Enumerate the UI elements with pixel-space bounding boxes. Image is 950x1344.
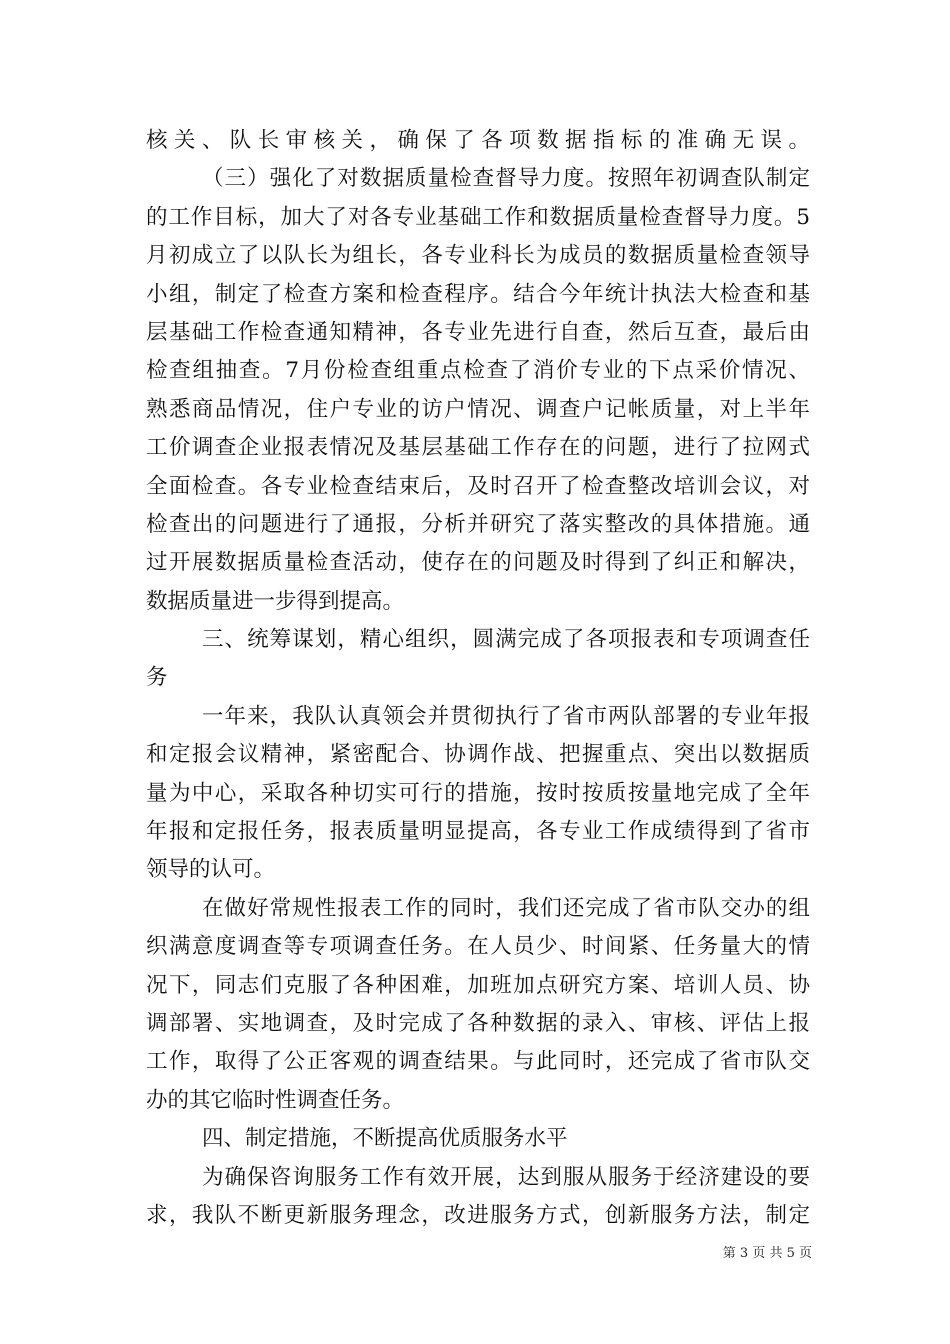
section-heading: 四、制定措施，不断提高优质服务水平 [202,1126,568,1152]
text-line: 工作，取得了公正客观的调查结果。与此同时，还完成了省市队交 [146,1049,810,1075]
text-line: 的工作目标，加大了对各专业基础工作和数据质量检查督导力度。5 [146,204,810,230]
text-line: 为确保咨询服务工作有效开展，达到服从服务于经济建设的要 [202,1164,810,1190]
text-line: 数据质量进一步得到提高。 [146,588,405,614]
text-line: （三）强化了对数据质量检查督导力度。按照年初调查队制定 [202,166,810,192]
page-number: 第 3 页 共 5 页 [722,1246,812,1261]
text-line: 和定报会议精神，紧密配合、协调作战、把握重点、突出以数据质 [146,742,810,768]
text-line: 求，我队不断更新服务理念，改进服务方式，创新服务方法，制定 [146,1202,810,1228]
text-line: 检查组抽查。7月份检查组重点检查了消价专业的下点采价情况、 [146,358,810,384]
section-heading: 务 [146,665,168,691]
text-line: 一年来，我队认真领会并贯彻执行了省市两队部署的专业年报 [202,703,810,729]
text-line: 年报和定报任务，报表质量明显提高，各专业工作成绩得到了省市 [146,819,810,845]
text-line: 况下，同志们克服了各种困难，加班加点研究方案、培训人员、协 [146,972,810,998]
text-line: 检查出的问题进行了通报，分析并研究了落实整改的具体措施。通 [146,511,810,537]
text-line: 层基础工作检查通知精神，各专业先进行自查，然后互查，最后由 [146,319,810,345]
text-line: 全面检查。各专业检查结束后，及时召开了检查整改培训会议，对 [146,473,810,499]
text-line: 领导的认可。 [146,857,276,883]
text-line: 小组，制定了检查方案和检查程序。结合今年统计执法大检查和基 [146,281,810,307]
text-line: 在做好常规性报表工作的同时，我们还完成了省市队交办的组 [202,895,810,921]
document-body [146,122,810,1235]
text-line: 过开展数据质量检查活动，使存在的问题及时得到了纠正和解决， [146,550,810,576]
section-heading: 三、统筹谋划，精心组织，圆满完成了各项报表和专项调查任 [202,627,810,653]
text-line: 织满意度调查等专项调查任务。在人员少、时间紧、任务量大的情 [146,934,810,960]
text-line: 月初成立了以队长为组长，各专业科长为成员的数据质量检查领导 [146,243,810,269]
text-line: 办的其它临时性调查任务。 [146,1087,405,1113]
text-line: 工价调查企业报表情况及基层基础工作存在的问题，进行了拉网式 [146,435,810,461]
text-line: 熟悉商品情况，住户专业的访户情况、调查户记帐质量，对上半年 [146,396,810,422]
text-line: 量为中心，采取各种切实可行的措施，按时按质按量地完成了全年 [146,780,810,806]
text-line: 核关、队长审核关，确保了各项数据指标的准确无误。 [146,128,810,153]
text-line: 调部署、实地调查，及时完成了各种数据的录入、审核、评估上报 [146,1010,810,1036]
